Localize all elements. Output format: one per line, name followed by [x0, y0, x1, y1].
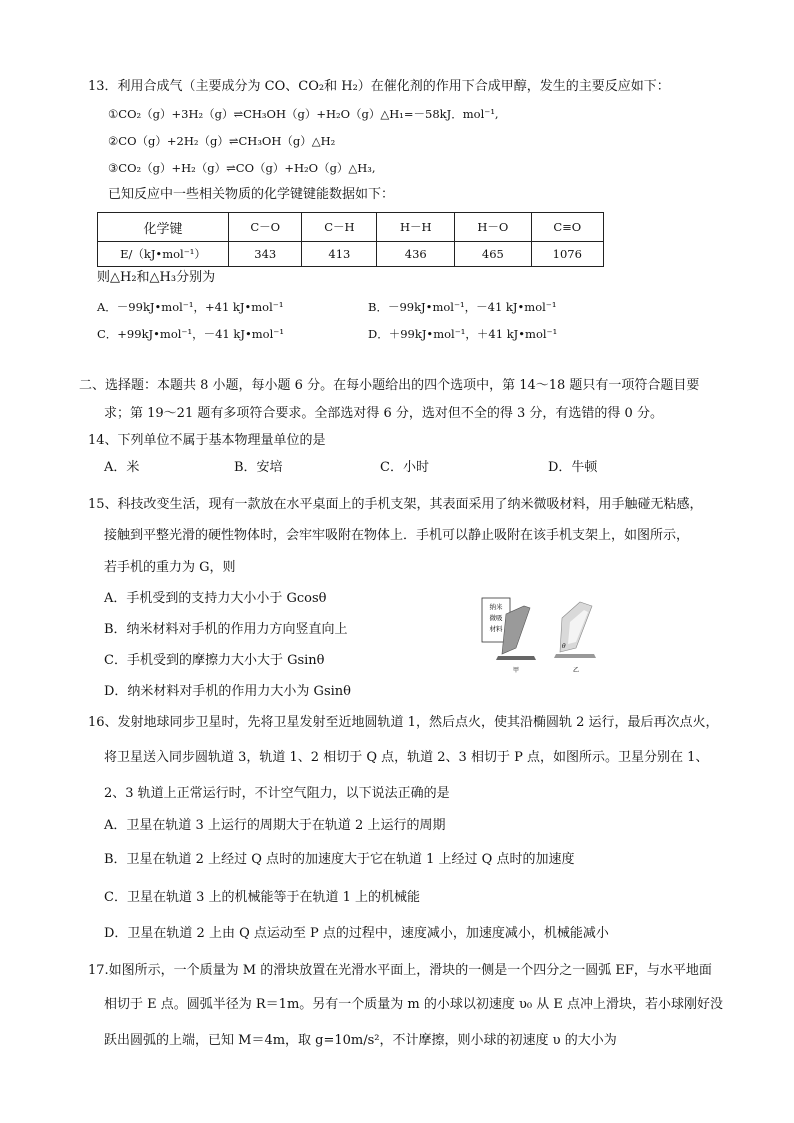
q13-option-d: D．＋99kJ•mol⁻¹，＋41 kJ•mol⁻¹	[368, 327, 558, 341]
section-2-heading: 二、选择题：本题共 8 小题，每小题 6 分。在每小题给出的四个选项中，第 14～18 题只有一项符合题目要	[79, 378, 700, 393]
q16-option-a: A．卫星在轨道 3 上运行的周期大于在轨道 2 上运行的周期	[104, 818, 446, 833]
q16-stem-3: 2、3 轨道上正常运行时，不计空气阻力，以下说法正确的是	[104, 786, 450, 801]
q16-option-d: D．卫星在轨道 2 上由 Q 点运动至 P 点的过程中，速度减小，加速度减小，机械能减小	[104, 926, 609, 941]
table-header-cell: 化学键	[98, 213, 229, 242]
table-row	[98, 242, 604, 267]
q14-option-c: C．小时	[380, 460, 429, 475]
q15-option-c: C．手机受到的摩擦力大小大于 Gsinθ	[104, 653, 325, 668]
q14-stem: 14、下列单位不属于基本物理量单位的是	[88, 433, 326, 448]
q14-option-a: A．米	[104, 460, 140, 475]
q16-option-c: C．卫星在轨道 3 上的机械能等于在轨道 1 上的机械能	[104, 890, 421, 905]
q13-reaction-2: ②CO（g）+2H₂（g）⇌CH₃OH（g）△H₂	[108, 134, 336, 148]
table-cell: 1076	[531, 242, 603, 267]
q14-option-d: D．牛顿	[548, 460, 598, 475]
table-cell: 413	[302, 242, 377, 267]
bond-energy-table	[97, 212, 604, 267]
figure-label-line: 材料	[489, 625, 503, 633]
table-header-cell: H－O	[455, 213, 531, 242]
q15-stem-1: 15、科技改变生活，现有一款放在水平桌面上的手机支架，其表面采用了纳米微吸材料，用手触碰无粘感，	[88, 497, 703, 512]
q14-option-b: B．安培	[234, 460, 283, 475]
q13-reaction-1: ①CO₂（g）+3H₂（g）⇌CH₃OH（g）+H₂O（g）△H₁=－58kJ．mol⁻¹,	[108, 107, 499, 121]
q17-stem-3: 跃出圆弧的上端，已知 M＝4m，取 g=10m/s²，不计摩擦，则小球的初速度 υ 的大小为	[104, 1033, 617, 1048]
q15-option-a: A．手机受到的支持力大小小于 Gcosθ	[104, 591, 327, 606]
section-2-heading-cont: 求；第 19～21 题有多项符合要求。全部选对得 6 分，选对但不全的得 3 分，有选错的得 0 分。	[104, 406, 663, 421]
table-header-row	[98, 213, 604, 242]
table-header-cell: C－O	[229, 213, 302, 242]
figure-label-line: 纳米	[489, 603, 503, 611]
table-header-cell: C≡O	[531, 213, 603, 242]
q17-stem-2: 相切于 E 点。圆弧半径为 R＝1m。另有一个质量为 m 的小球以初速度 υ₀ 从 E 点冲上滑块，若小球刚好没	[104, 997, 723, 1012]
q13-option-b: B．－99kJ•mol⁻¹，－41 kJ•mol⁻¹	[368, 300, 557, 314]
angle-theta: θ	[562, 643, 566, 650]
q17-stem-1: 17.如图所示，一个质量为 M 的滑块放置在光滑水平面上，滑块的一侧是一个四分之一圆弧 EF，与水平地面	[88, 963, 712, 978]
phone-holder-base	[496, 656, 536, 660]
q13-reaction-3: ③CO₂（g）+H₂（g）⇌CO（g）+H₂O（g）△H₃,	[108, 161, 376, 175]
q13-option-c: C．+99kJ•mol⁻¹，－41 kJ•mol⁻¹	[97, 327, 284, 341]
q16-stem-2: 将卫星送入同步圆轨道 3，轨道 1、2 相切于 Q 点，轨道 2、3 相切于 P 点，如图所示。卫星分别在 1、	[104, 750, 709, 765]
q15-stem-3: 若手机的重力为 G，则	[104, 560, 236, 575]
q15-stem-2: 接触到平整光滑的硬性物体时，会牢牢吸附在物体上．手机可以静止吸附在该手机支架上，如图所示，	[104, 528, 690, 543]
table-cell: 343	[229, 242, 302, 267]
q16-option-b: B．卫星在轨道 2 上经过 Q 点时的加速度大于它在轨道 1 上经过 Q 点时的加速度	[104, 852, 575, 867]
figure-label-line: 微吸	[489, 614, 503, 622]
phone-holder-figure	[476, 596, 612, 676]
q16-stem-1: 16、发射地球同步卫星时，先将卫星发射至近地圆轨道 1，然后点火，使其沿椭圆轨 2 运行，最后再次点火，	[88, 715, 719, 730]
table-cell: 436	[377, 242, 455, 267]
figure-caption-left: 甲	[512, 667, 520, 674]
table-header-cell: H－H	[377, 213, 455, 242]
figure-caption-right: 乙	[572, 667, 580, 674]
phone-holder-base-right	[554, 654, 596, 658]
q13-option-a: A．－99kJ•mol⁻¹，+41 kJ•mol⁻¹	[97, 300, 284, 314]
q13-table-intro: 已知反应中一些相关物质的化学键键能数据如下：	[108, 187, 395, 202]
q15-option-b: B．纳米材料对手机的作用力方向竖直向上	[104, 622, 348, 637]
q13-question: 则△H₂和△H₃分别为	[97, 270, 216, 285]
table-header-cell: C－H	[302, 213, 377, 242]
table-cell: 465	[455, 242, 531, 267]
q13-stem: 13．利用合成气（主要成分为 CO、CO₂和 H₂）在催化剂的作用下合成甲醇，发生的主要反应如下：	[88, 79, 670, 94]
table-row-label: E/（kJ•mol⁻¹）	[98, 242, 229, 267]
q15-option-d: D．纳米材料对手机的作用力大小为 Gsinθ	[104, 684, 351, 699]
